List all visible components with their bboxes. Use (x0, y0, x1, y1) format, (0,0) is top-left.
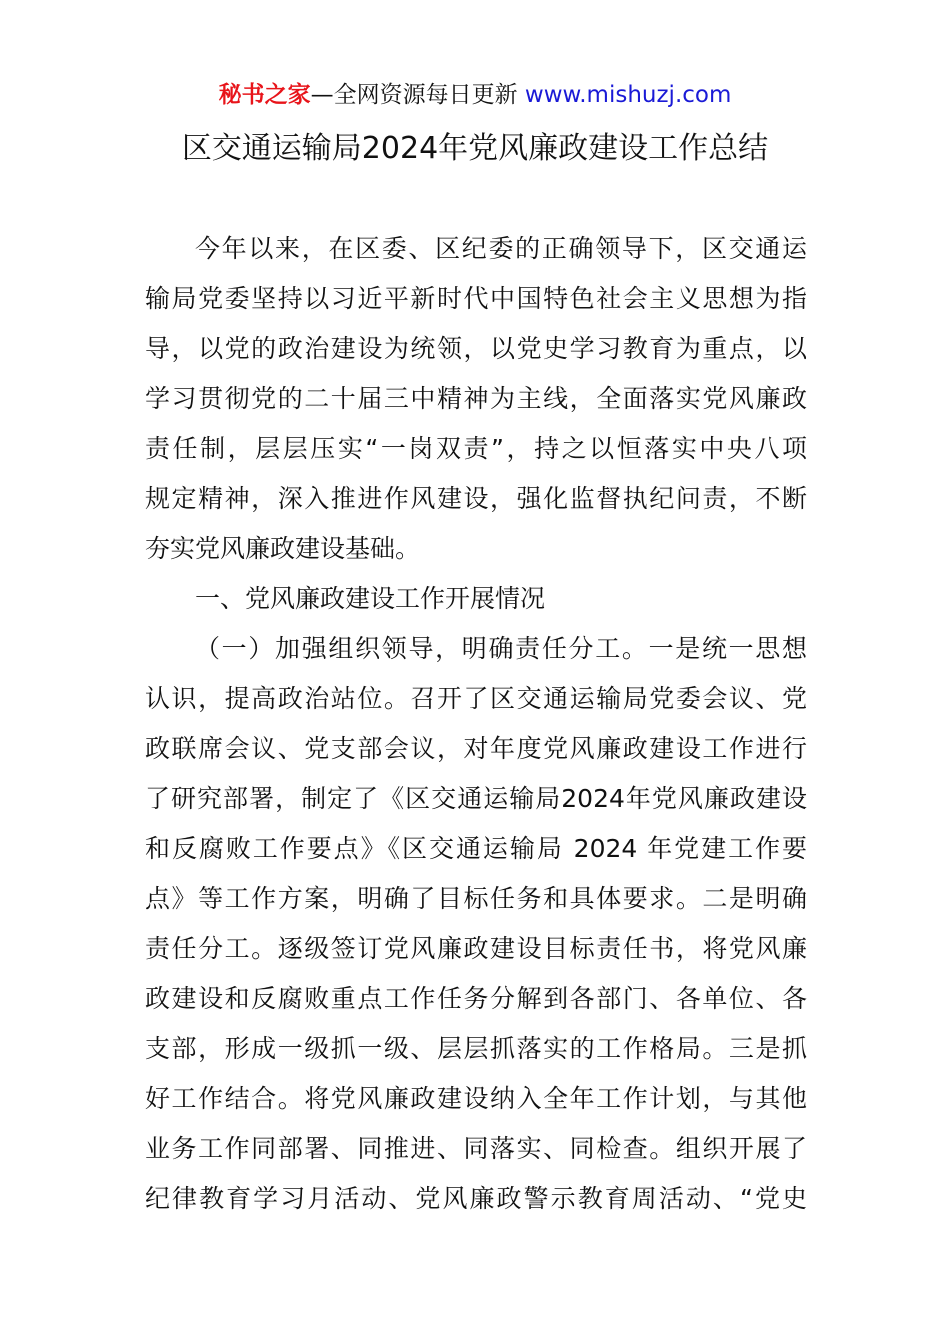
text-line: 业务工作同部署、同推进、同落实、同检查。组织开展了 (145, 1134, 807, 1163)
text-line: 导，以党的政治建设为统领，以党史学习教育为重点，以 (145, 334, 807, 363)
text-line: 规定精神，深入推进作风建设，强化监督执纪问责，不断 (145, 484, 807, 513)
site-header (0, 78, 950, 112)
document-body (145, 224, 807, 1224)
text-line: 支部，形成一级抓一级、层层抓落实的工作格局。三是抓 (145, 1034, 807, 1063)
site-tagline: —全网资源每日更新 (310, 82, 518, 108)
text-line: 和反腐败工作要点》《区交通运输局 2024 年党建工作要 (145, 834, 807, 863)
text-line: 认识，提高政治站位。召开了区交通运输局党委会议、党 (145, 684, 807, 713)
site-brand: 秘书之家 (218, 82, 311, 108)
text-line: 政建设和反腐败重点工作任务分解到各部门、各单位、各 (145, 984, 807, 1013)
text-line: 夯实党风廉政建设基础。 (145, 534, 421, 563)
text-line: 责任制，层层压实“一岗双责”，持之以恒落实中央八项 (145, 434, 807, 463)
text-line: 点》等工作方案，明确了目标任务和具体要求。二是明确 (145, 884, 807, 913)
text-line: （一）加强组织领导，明确责任分工。一是统一思想 (195, 634, 807, 663)
document-title: 区交通运输局2024年党风廉政建设工作总结 (181, 131, 769, 166)
text-line: 了研究部署，制定了《区交通运输局2024年党风廉政建设 (145, 784, 807, 813)
text-line: 学习贯彻党的二十届三中精神为主线，全面落实党风廉政 (145, 384, 807, 413)
text-line: 责任分工。逐级签订党风廉政建设目标责任书，将党风廉 (145, 934, 807, 963)
site-url-link[interactable]: www.mishuzj.com (524, 82, 732, 108)
text-line: 政联席会议、党支部会议，对年度党风廉政建设工作进行 (145, 734, 807, 763)
text-line: 输局党委坚持以习近平新时代中国特色社会主义思想为指 (145, 284, 807, 313)
text-line: 今年以来，在区委、区纪委的正确领导下，区交通运 (195, 234, 807, 263)
text-line: 纪律教育学习月活动、党风廉政警示教育周活动、“党史 (145, 1184, 807, 1213)
section-heading: 一、党风廉政建设工作开展情况 (195, 584, 546, 613)
text-line: 好工作结合。将党风廉政建设纳入全年工作计划，与其他 (145, 1084, 807, 1113)
